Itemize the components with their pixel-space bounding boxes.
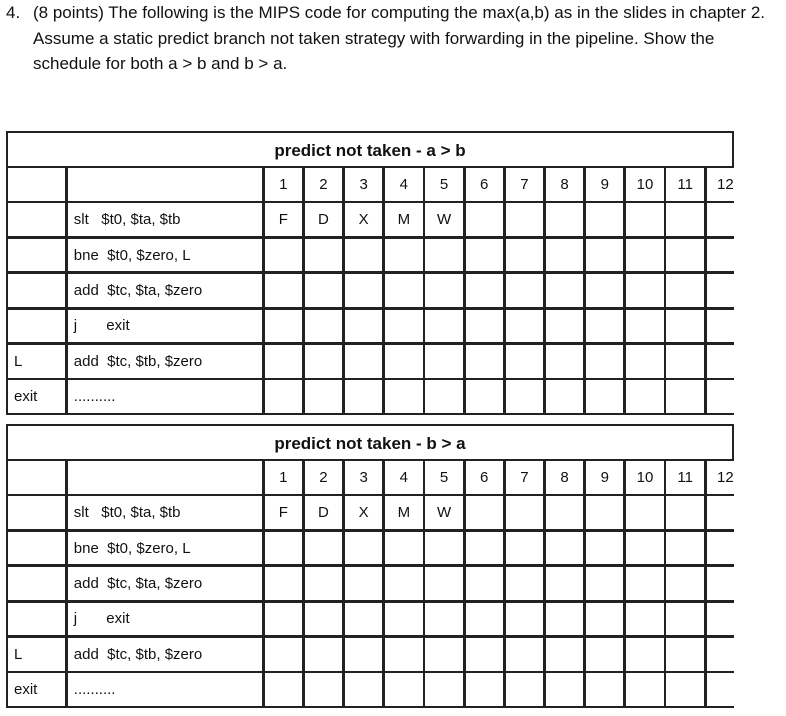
stage-cell	[626, 345, 663, 378]
table-title: predict not taken - a > b	[6, 131, 734, 166]
instruction: slt $t0, $ta, $tb	[68, 496, 262, 529]
row-label	[8, 239, 65, 272]
stage-cell	[546, 603, 583, 636]
stage-cell: M	[385, 203, 422, 236]
table-title: predict not taken - b > a	[6, 424, 734, 459]
stage-cell: M	[385, 496, 422, 529]
stage-cell	[506, 380, 543, 413]
stage-cell: F	[265, 496, 302, 529]
stage-cell	[425, 310, 462, 343]
stage-cell	[586, 345, 623, 378]
stage-cell	[265, 345, 302, 378]
stage-cell	[626, 203, 663, 236]
stage-cell	[265, 239, 302, 272]
row-label	[8, 567, 65, 600]
cycle-header: 7	[506, 168, 543, 201]
stage-cell	[666, 310, 703, 343]
stage-cell	[305, 638, 342, 671]
stage-cell: X	[345, 203, 382, 236]
stage-cell	[626, 310, 663, 343]
stage-cell	[385, 532, 422, 565]
stage-cell	[345, 673, 382, 706]
stage-cell	[707, 496, 744, 529]
stage-cell	[586, 673, 623, 706]
stage-cell	[305, 532, 342, 565]
instruction: add $tc, $tb, $zero	[68, 345, 262, 378]
stage-cell: X	[345, 496, 382, 529]
row-label: L	[8, 638, 65, 671]
cycle-header: 4	[385, 168, 422, 201]
stage-cell	[305, 603, 342, 636]
stage-cell	[345, 567, 382, 600]
stage-cell	[305, 345, 342, 378]
stage-cell	[626, 567, 663, 600]
stage-cell	[546, 380, 583, 413]
cycle-header: 3	[345, 168, 382, 201]
cycle-header: 6	[466, 168, 503, 201]
cycle-header: 5	[425, 168, 462, 201]
stage-cell	[546, 532, 583, 565]
stage-cell: D	[305, 203, 342, 236]
stage-cell	[425, 239, 462, 272]
stage-cell	[305, 380, 342, 413]
stage-cell	[586, 274, 623, 307]
cycle-header: 2	[305, 461, 342, 494]
stage-cell	[425, 274, 462, 307]
stage-cell	[707, 239, 744, 272]
stage-cell	[707, 310, 744, 343]
stage-cell	[385, 567, 422, 600]
stage-cell	[425, 567, 462, 600]
row-label	[8, 496, 65, 529]
stage-cell	[345, 603, 382, 636]
stage-cell: F	[265, 203, 302, 236]
stage-cell	[305, 274, 342, 307]
stage-cell: W	[425, 203, 462, 236]
cycle-header: 10	[626, 461, 663, 494]
stage-cell	[466, 603, 503, 636]
stage-cell	[265, 274, 302, 307]
stage-cell	[425, 603, 462, 636]
stage-cell	[666, 496, 703, 529]
row-label: L	[8, 345, 65, 378]
stage-cell	[666, 603, 703, 636]
pipeline-grid	[6, 459, 734, 708]
stage-cell	[305, 567, 342, 600]
stage-cell	[707, 345, 744, 378]
stage-cell	[546, 567, 583, 600]
stage-cell	[385, 638, 422, 671]
stage-cell	[466, 239, 503, 272]
stage-cell	[466, 638, 503, 671]
stage-cell	[626, 532, 663, 565]
stage-cell	[305, 673, 342, 706]
stage-cell	[506, 274, 543, 307]
instruction: j exit	[68, 603, 262, 636]
stage-cell	[305, 239, 342, 272]
stage-cell	[345, 310, 382, 343]
cycle-header: 7	[506, 461, 543, 494]
instruction: add $tc, $tb, $zero	[68, 638, 262, 671]
stage-cell	[586, 603, 623, 636]
row-label	[8, 310, 65, 343]
stage-cell	[265, 532, 302, 565]
instruction: ..........	[68, 673, 262, 706]
stage-cell	[466, 380, 503, 413]
stage-cell	[345, 239, 382, 272]
stage-cell	[666, 673, 703, 706]
stage-cell	[626, 274, 663, 307]
stage-cell	[425, 673, 462, 706]
stage-cell	[385, 673, 422, 706]
stage-cell	[265, 638, 302, 671]
stage-cell	[466, 567, 503, 600]
stage-cell	[345, 345, 382, 378]
stage-cell	[506, 239, 543, 272]
stage-cell	[546, 239, 583, 272]
stage-cell	[546, 496, 583, 529]
stage-cell	[707, 203, 744, 236]
cycle-header: 5	[425, 461, 462, 494]
stage-cell	[265, 603, 302, 636]
stage-cell	[345, 380, 382, 413]
stage-cell	[345, 274, 382, 307]
instruction: slt $t0, $ta, $tb	[68, 203, 262, 236]
row-label: exit	[8, 673, 65, 706]
stage-cell	[666, 345, 703, 378]
cycle-header: 11	[666, 168, 703, 201]
stage-cell	[506, 203, 543, 236]
header-blank-instruction	[68, 168, 262, 201]
stage-cell	[546, 310, 583, 343]
stage-cell	[586, 532, 623, 565]
cycle-header: 8	[546, 461, 583, 494]
stage-cell	[707, 673, 744, 706]
instruction: bne $t0, $zero, L	[68, 239, 262, 272]
stage-cell	[506, 673, 543, 706]
stage-cell	[506, 532, 543, 565]
stage-cell	[345, 532, 382, 565]
stage-cell	[586, 310, 623, 343]
stage-cell	[425, 345, 462, 378]
stage-cell	[385, 239, 422, 272]
stage-cell	[586, 567, 623, 600]
stage-cell	[466, 274, 503, 307]
stage-cell	[666, 203, 703, 236]
instruction: add $tc, $ta, $zero	[68, 567, 262, 600]
stage-cell	[546, 673, 583, 706]
stage-cell	[586, 496, 623, 529]
stage-cell	[586, 638, 623, 671]
stage-cell	[466, 345, 503, 378]
schedule-table-a-gt-b	[6, 131, 734, 415]
stage-cell	[466, 310, 503, 343]
stage-cell	[425, 532, 462, 565]
stage-cell	[707, 380, 744, 413]
cycle-header: 8	[546, 168, 583, 201]
stage-cell	[546, 203, 583, 236]
cycle-header: 6	[466, 461, 503, 494]
question-block	[6, 0, 776, 77]
stage-cell	[626, 496, 663, 529]
cycle-header: 11	[666, 461, 703, 494]
cycle-header: 9	[586, 461, 623, 494]
stage-cell	[666, 380, 703, 413]
stage-cell	[546, 345, 583, 378]
header-blank-instruction	[68, 461, 262, 494]
stage-cell: W	[425, 496, 462, 529]
stage-cell	[586, 203, 623, 236]
stage-cell	[506, 638, 543, 671]
stage-cell	[385, 274, 422, 307]
stage-cell	[506, 496, 543, 529]
stage-cell: D	[305, 496, 342, 529]
stage-cell	[345, 638, 382, 671]
stage-cell	[305, 310, 342, 343]
stage-cell	[707, 638, 744, 671]
stage-cell	[546, 274, 583, 307]
stage-cell	[707, 603, 744, 636]
stage-cell	[626, 673, 663, 706]
stage-cell	[265, 567, 302, 600]
stage-cell	[466, 673, 503, 706]
row-label	[8, 532, 65, 565]
stage-cell	[265, 380, 302, 413]
stage-cell	[265, 673, 302, 706]
stage-cell	[506, 345, 543, 378]
stage-cell	[707, 532, 744, 565]
stage-cell	[506, 567, 543, 600]
row-label: exit	[8, 380, 65, 413]
stage-cell	[466, 203, 503, 236]
row-label	[8, 203, 65, 236]
question-number: 4.	[6, 3, 21, 22]
pipeline-grid	[6, 166, 734, 415]
cycle-header: 1	[265, 461, 302, 494]
instruction: j exit	[68, 310, 262, 343]
stage-cell	[385, 603, 422, 636]
stage-cell	[666, 239, 703, 272]
stage-cell	[425, 638, 462, 671]
instruction: add $tc, $ta, $zero	[68, 274, 262, 307]
stage-cell	[586, 380, 623, 413]
stage-cell	[586, 239, 623, 272]
stage-cell	[466, 496, 503, 529]
stage-cell	[466, 532, 503, 565]
stage-cell	[666, 532, 703, 565]
instruction: bne $t0, $zero, L	[68, 532, 262, 565]
schedule-table-b-gt-a	[6, 424, 734, 708]
stage-cell	[385, 310, 422, 343]
question-text: (8 points) The following is the MIPS code for computing the max(a,b) as in the slides in chapter 2. Assume a static predict branch not taken strategy with forwarding in the pipeline. Show the schedule for both a > b and b > a.	[33, 3, 765, 73]
cycle-header: 3	[345, 461, 382, 494]
cycle-header: 12	[707, 168, 744, 201]
header-blank-label	[8, 168, 65, 201]
header-blank-label	[8, 461, 65, 494]
stage-cell	[506, 310, 543, 343]
stage-cell	[707, 567, 744, 600]
stage-cell	[385, 380, 422, 413]
instruction: ..........	[68, 380, 262, 413]
stage-cell	[506, 603, 543, 636]
stage-cell	[385, 345, 422, 378]
stage-cell	[666, 274, 703, 307]
stage-cell	[425, 380, 462, 413]
stage-cell	[666, 638, 703, 671]
cycle-header: 9	[586, 168, 623, 201]
row-label	[8, 274, 65, 307]
cycle-header: 2	[305, 168, 342, 201]
stage-cell	[666, 567, 703, 600]
cycle-header: 1	[265, 168, 302, 201]
cycle-header: 4	[385, 461, 422, 494]
stage-cell	[626, 638, 663, 671]
stage-cell	[265, 310, 302, 343]
cycle-header: 10	[626, 168, 663, 201]
stage-cell	[626, 380, 663, 413]
cycle-header: 12	[707, 461, 744, 494]
row-label	[8, 603, 65, 636]
stage-cell	[546, 638, 583, 671]
stage-cell	[626, 603, 663, 636]
stage-cell	[707, 274, 744, 307]
stage-cell	[626, 239, 663, 272]
